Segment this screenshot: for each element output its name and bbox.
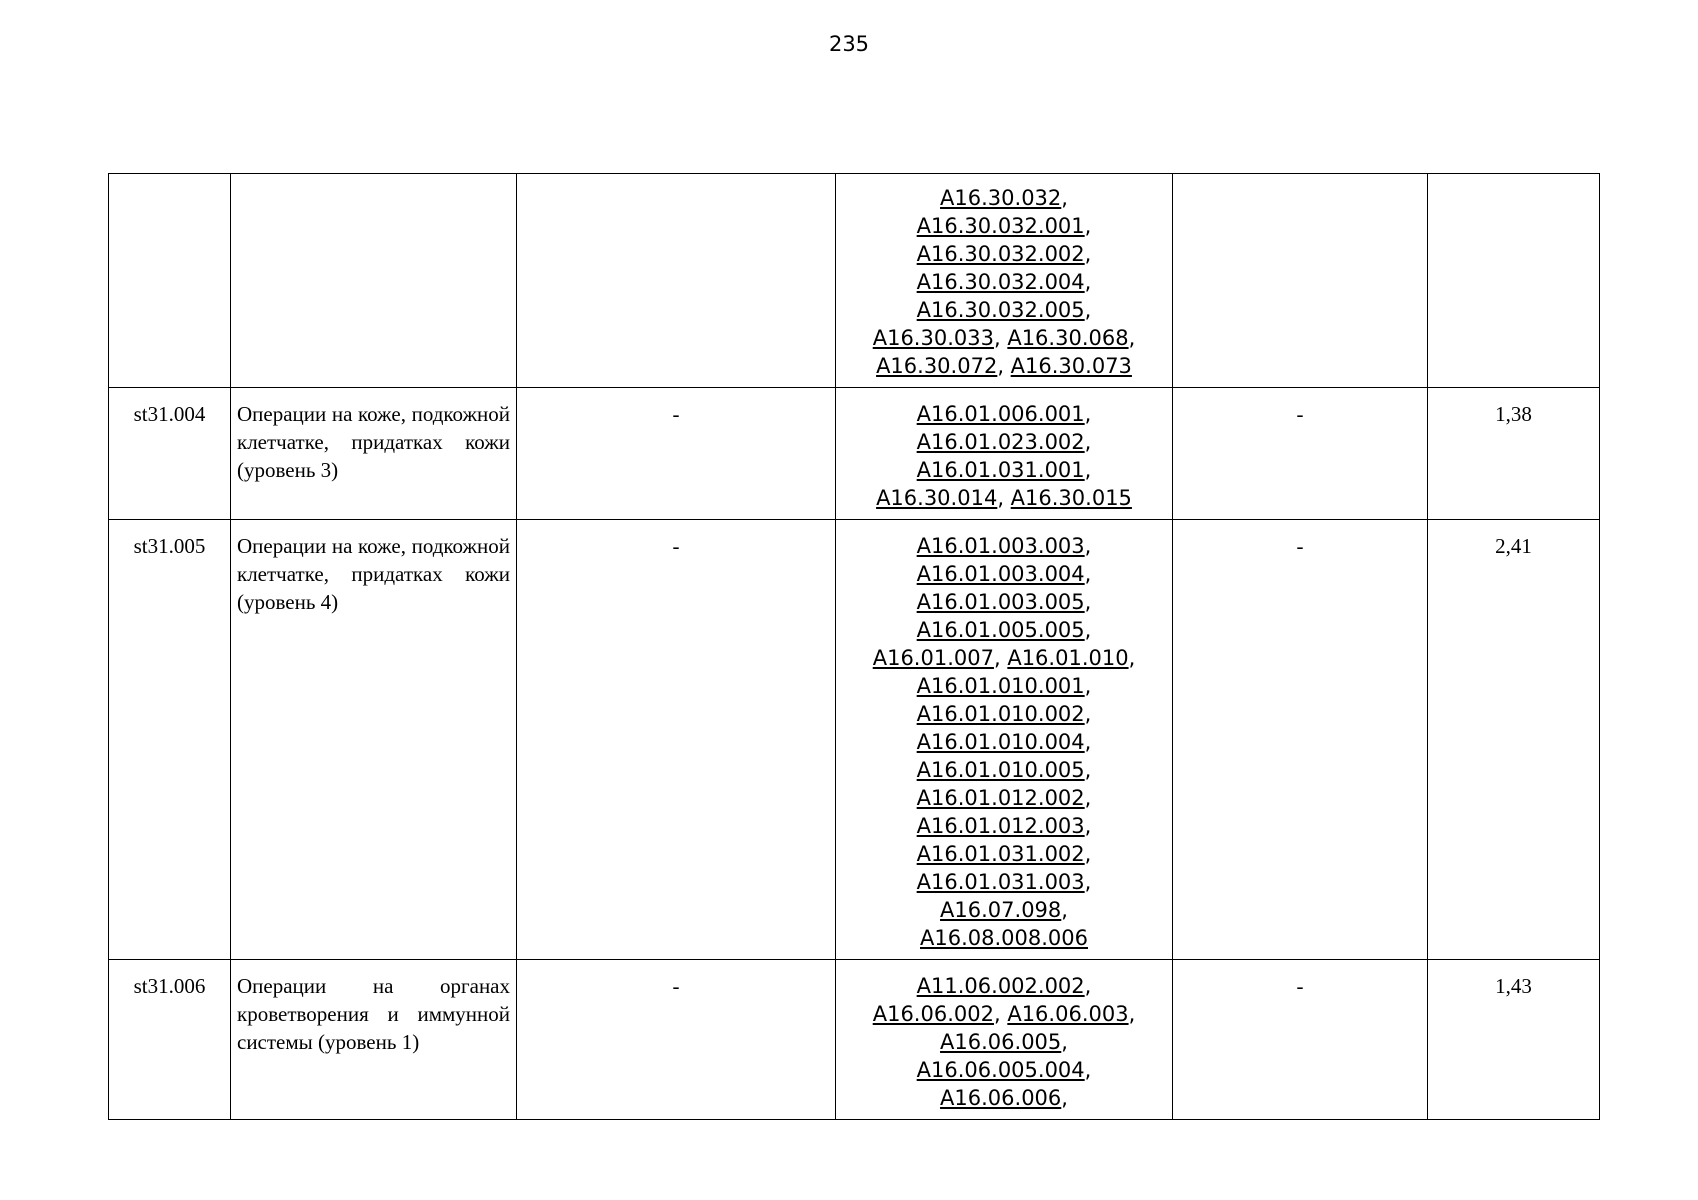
service-code-link[interactable]: A16.30.014 bbox=[876, 486, 998, 510]
coefficient-cell: 2,41 bbox=[1428, 520, 1600, 960]
table-row bbox=[109, 520, 1600, 960]
service-codes-line: A16.01.003.003, bbox=[916, 534, 1092, 558]
service-codes-line: A16.30.032.005, bbox=[916, 298, 1092, 322]
other-criteria-cell bbox=[1173, 174, 1428, 388]
service-code-link[interactable]: A16.07.098 bbox=[940, 898, 1062, 922]
service-codes-line: A16.01.007, A16.01.010, bbox=[872, 646, 1136, 670]
service-codes-line: A16.06.002, A16.06.003, bbox=[872, 1002, 1136, 1026]
service-code-link[interactable]: A16.30.032.004 bbox=[916, 270, 1085, 294]
service-codes-line: A16.01.003.004, bbox=[916, 562, 1092, 586]
service-code-link[interactable]: A16.06.003 bbox=[1007, 1002, 1129, 1026]
service-code-link[interactable]: A16.01.010 bbox=[1007, 646, 1129, 670]
service-code-link[interactable]: A16.08.008.006 bbox=[920, 926, 1088, 950]
service-code-link[interactable]: A16.01.012.002 bbox=[916, 786, 1085, 810]
service-codes-line: A16.06.005.004, bbox=[916, 1058, 1092, 1082]
service-codes-line: A16.30.032, bbox=[940, 186, 1068, 210]
service-code-link[interactable]: A16.01.007 bbox=[872, 646, 994, 670]
service-codes-line: A16.01.010.001, bbox=[916, 674, 1092, 698]
service-code-link[interactable]: A16.01.023.002 bbox=[916, 430, 1085, 454]
service-code-link[interactable]: A16.30.032.001 bbox=[916, 214, 1085, 238]
service-code-link[interactable]: A16.01.003.003 bbox=[916, 534, 1085, 558]
other-criteria-cell: - bbox=[1173, 960, 1428, 1120]
ksg-code-cell: st31.006 bbox=[109, 960, 231, 1120]
service-codes-line: A16.01.023.002, bbox=[916, 430, 1092, 454]
service-code-link[interactable]: A16.30.068 bbox=[1007, 326, 1129, 350]
service-codes-line: A16.06.006, bbox=[940, 1086, 1068, 1110]
service-codes-line: A16.01.031.002, bbox=[916, 842, 1092, 866]
service-codes-line: A16.30.072, A16.30.073 bbox=[876, 354, 1132, 378]
table-row bbox=[109, 960, 1600, 1120]
service-code-link[interactable]: A16.01.005.005 bbox=[916, 618, 1085, 642]
service-codes-line: A16.01.006.001, bbox=[916, 402, 1092, 426]
service-codes-line: A16.01.012.003, bbox=[916, 814, 1092, 838]
other-criteria-cell: - bbox=[1173, 520, 1428, 960]
service-codes-line: A16.01.031.003, bbox=[916, 870, 1092, 894]
ksg-name-cell bbox=[231, 174, 517, 388]
diagnoses-cell: - bbox=[517, 520, 836, 960]
diagnoses-cell: - bbox=[517, 960, 836, 1120]
service-code-link[interactable]: A11.06.002.002 bbox=[916, 974, 1085, 998]
service-code-link[interactable]: A16.30.073 bbox=[1010, 354, 1132, 378]
service-codes-line: A11.06.002.002, bbox=[916, 974, 1092, 998]
diagnoses-cell: - bbox=[517, 388, 836, 520]
services-cell bbox=[836, 520, 1173, 960]
service-code-link[interactable]: A16.01.010.002 bbox=[916, 702, 1085, 726]
service-codes-line: A16.01.003.005, bbox=[916, 590, 1092, 614]
services-cell bbox=[836, 960, 1173, 1120]
service-code-link[interactable]: A16.01.006.001 bbox=[916, 402, 1085, 426]
diagnoses-cell bbox=[517, 174, 836, 388]
service-codes-line: A16.30.032.002, bbox=[916, 242, 1092, 266]
coefficient-cell: 1,43 bbox=[1428, 960, 1600, 1120]
service-code-link[interactable]: A16.30.033 bbox=[872, 326, 994, 350]
service-code-link[interactable]: A16.30.072 bbox=[876, 354, 998, 378]
service-code-link[interactable]: A16.06.006 bbox=[940, 1086, 1062, 1110]
ksg-name-cell: Операции на коже, подкожной клетчатке, придатках кожи (уровень 4) bbox=[231, 520, 517, 960]
service-codes-line: A16.30.032.001, bbox=[916, 214, 1092, 238]
service-code-link[interactable]: A16.01.031.003 bbox=[916, 870, 1085, 894]
ksg-code-cell: st31.005 bbox=[109, 520, 231, 960]
service-code-link[interactable]: A16.06.005 bbox=[940, 1030, 1062, 1054]
service-codes-line: A16.01.010.002, bbox=[916, 702, 1092, 726]
coefficient-cell: 1,38 bbox=[1428, 388, 1600, 520]
service-code-link[interactable]: A16.30.032 bbox=[940, 186, 1062, 210]
service-codes-line: A16.06.005, bbox=[940, 1030, 1068, 1054]
service-code-link[interactable]: A16.01.003.005 bbox=[916, 590, 1085, 614]
service-codes-line: A16.30.014, A16.30.015 bbox=[876, 486, 1132, 510]
service-code-link[interactable]: A16.01.010.005 bbox=[916, 758, 1085, 782]
service-code-link[interactable]: A16.30.032.005 bbox=[916, 298, 1085, 322]
ksg-name-cell: Операции на органах кроветворения и иммунной системы (уровень 1) bbox=[231, 960, 517, 1120]
service-code-link[interactable]: A16.01.031.001 bbox=[916, 458, 1085, 482]
table-body bbox=[109, 174, 1600, 1120]
table-row bbox=[109, 174, 1600, 388]
service-codes-line: A16.01.012.002, bbox=[916, 786, 1092, 810]
coefficient-cell bbox=[1428, 174, 1600, 388]
service-code-link[interactable]: A16.01.012.003 bbox=[916, 814, 1085, 838]
service-code-link[interactable]: A16.06.002 bbox=[872, 1002, 994, 1026]
service-codes-line: A16.07.098, bbox=[940, 898, 1068, 922]
services-cell bbox=[836, 174, 1173, 388]
service-code-link[interactable]: A16.01.010.004 bbox=[916, 730, 1085, 754]
service-code-link[interactable]: A16.30.015 bbox=[1010, 486, 1132, 510]
service-codes-line: A16.01.005.005, bbox=[916, 618, 1092, 642]
page-number: 235 bbox=[828, 32, 870, 56]
service-code-link[interactable]: A16.01.003.004 bbox=[916, 562, 1085, 586]
service-codes-line bbox=[844, 924, 1164, 952]
service-codes-line: A16.30.032.004, bbox=[916, 270, 1092, 294]
service-code-link[interactable]: A16.01.010.001 bbox=[916, 674, 1085, 698]
ksg-code-cell: st31.004 bbox=[109, 388, 231, 520]
service-codes-line: A16.01.010.005, bbox=[916, 758, 1092, 782]
service-codes-line: A16.30.033, A16.30.068, bbox=[872, 326, 1136, 350]
service-codes-line: A16.01.031.001, bbox=[916, 458, 1092, 482]
table-row bbox=[109, 388, 1600, 520]
ksg-code-cell bbox=[109, 174, 231, 388]
service-codes-line: A16.01.010.004, bbox=[916, 730, 1092, 754]
service-code-link[interactable]: A16.01.031.002 bbox=[916, 842, 1085, 866]
ksg-table bbox=[108, 173, 1600, 1120]
ksg-name-cell: Операции на коже, подкожной клетчатке, придатках кожи (уровень 3) bbox=[231, 388, 517, 520]
services-cell bbox=[836, 388, 1173, 520]
service-code-link[interactable]: A16.06.005.004 bbox=[916, 1058, 1085, 1082]
service-code-link[interactable]: A16.30.032.002 bbox=[916, 242, 1085, 266]
other-criteria-cell: - bbox=[1173, 388, 1428, 520]
